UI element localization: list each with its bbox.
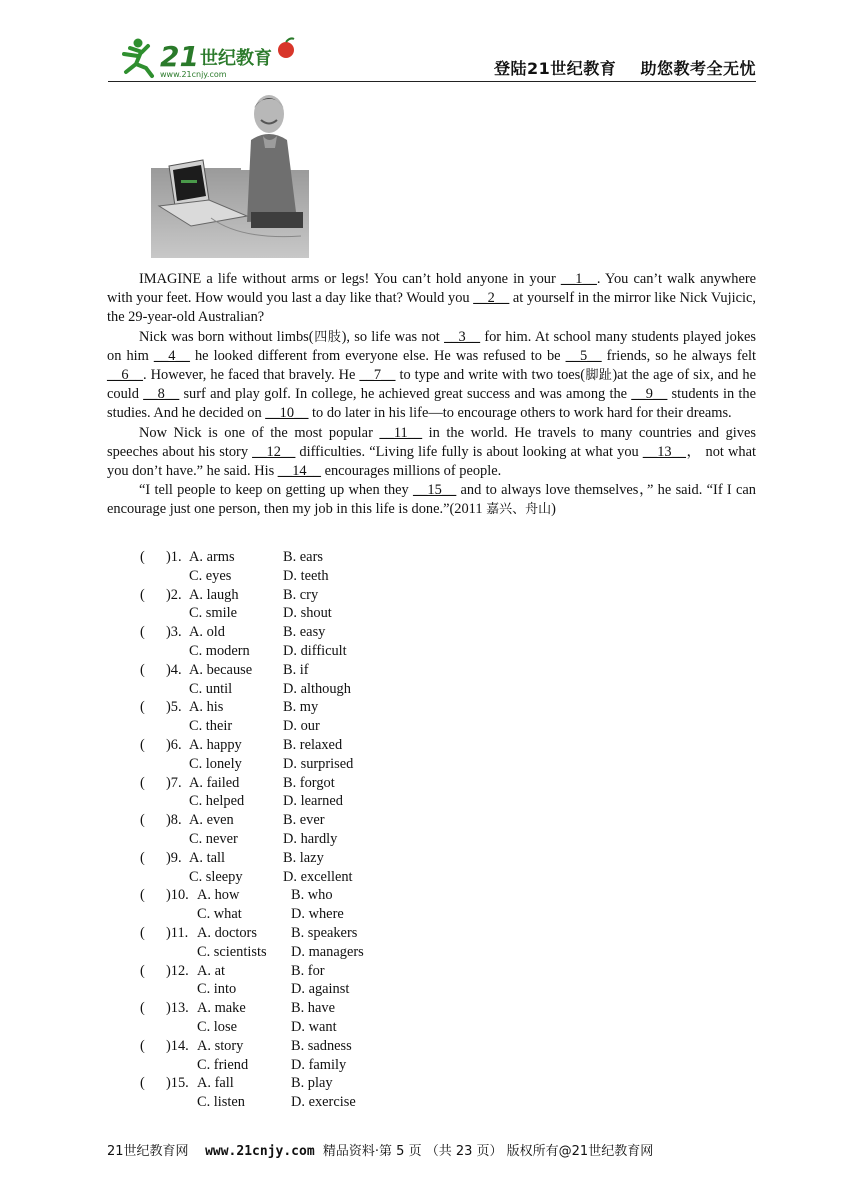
blank-4: __4__ xyxy=(153,347,190,364)
option-c[interactable]: C. into xyxy=(197,981,237,998)
page-footer xyxy=(107,1140,756,1159)
logo-url: www.21cnjy.com xyxy=(160,70,227,79)
question-number: )1. xyxy=(166,549,182,565)
question-number: )10. xyxy=(166,887,189,904)
nick-vujicic-photo xyxy=(151,90,309,258)
answer-paren-open: ( xyxy=(140,1037,145,1054)
source-region: 嘉兴、舟山 xyxy=(486,502,552,518)
option-c[interactable]: C. what xyxy=(197,906,242,923)
question-number: )9. xyxy=(166,849,182,866)
blank-12: __12__ xyxy=(252,443,296,460)
option-a[interactable]: A. tall xyxy=(189,849,225,866)
option-d[interactable]: D. exercise xyxy=(291,1094,356,1111)
option-c[interactable]: C. smile xyxy=(189,605,237,622)
option-b[interactable]: B. my xyxy=(283,699,319,716)
blank-9: __9__ xyxy=(631,386,668,403)
blank-6: __6__ xyxy=(107,367,143,384)
answer-paren-open: ( xyxy=(140,849,145,866)
option-a[interactable]: A. fall xyxy=(197,1075,234,1092)
question-number: )5. xyxy=(166,699,182,716)
option-a[interactable]: A. old xyxy=(189,624,225,641)
paragraph-3: Now Nick is one of the most popular __11__ in the world. He travels to many countries and gives speeches about his story __12__ difficulties. “Living life fully is about looking at what you __13__， not what you don’t have.” he said. His __14__ encourages millions of people. xyxy=(107,424,757,480)
option-c[interactable]: C. sleepy xyxy=(189,868,243,885)
answer-paren-open: ( xyxy=(140,1000,145,1017)
option-a[interactable]: A. make xyxy=(197,1000,246,1017)
option-b[interactable]: B. cry xyxy=(283,586,319,603)
option-b[interactable]: B. ears xyxy=(283,549,323,565)
page-header xyxy=(108,30,756,82)
option-b[interactable]: B. sadness xyxy=(291,1037,352,1054)
option-d[interactable]: D. difficult xyxy=(283,642,347,659)
option-d[interactable]: D. teeth xyxy=(283,567,329,584)
paragraph-2: Nick was born without limbs(四肢), so life was not __3__ for him. At school many students played jokes on him __4__ he looked different from everyone else. He was refused to be __5__ friends, so he always felt __6__. However, he faced that bravely. He __7__ to type and write with two toes(脚趾)at the age of six, and he could __8__ surf and play golf. In college, he achieved great success and was among the __9__ students in the studies. And he decided on __10__ to do later in his life—to encourage others to work hard for their dreams. xyxy=(107,328,756,422)
blank-1: __1__ xyxy=(560,271,597,287)
answer-paren-open: ( xyxy=(140,624,145,641)
blank-2: __2__ xyxy=(473,290,510,307)
option-d[interactable]: D. shout xyxy=(283,605,332,622)
option-a[interactable]: A. at xyxy=(197,962,225,979)
option-c[interactable]: C. eyes xyxy=(189,567,232,584)
answer-paren-open: ( xyxy=(140,924,145,941)
question-number: )12. xyxy=(166,962,189,979)
option-d[interactable]: D. against xyxy=(291,981,350,998)
option-a[interactable]: A. happy xyxy=(189,736,242,753)
option-c[interactable]: C. helped xyxy=(189,793,245,810)
question-number: )2. xyxy=(166,586,182,603)
option-c[interactable]: C. modern xyxy=(189,642,250,659)
gloss-toes: 脚趾 xyxy=(585,368,613,384)
question-number: )11. xyxy=(166,924,189,941)
apple-icon xyxy=(278,42,294,58)
option-d[interactable]: D. want xyxy=(291,1018,337,1035)
option-d[interactable]: D. managers xyxy=(291,943,364,960)
option-b[interactable]: B. ever xyxy=(283,812,325,829)
option-a[interactable]: A. doctors xyxy=(197,924,257,941)
option-a[interactable]: A. arms xyxy=(189,549,235,565)
footer-site: www.21cnjy.com xyxy=(205,1144,315,1159)
option-d[interactable]: D. family xyxy=(291,1056,347,1073)
blank-11: __11__ xyxy=(379,424,423,441)
option-a[interactable]: A. failed xyxy=(189,774,240,791)
question-number: )3. xyxy=(166,624,182,641)
footer-left: 21世纪教育网 xyxy=(107,1144,189,1159)
answer-paren-open: ( xyxy=(140,962,145,979)
footer-right: 精品资料·第 5 页 （共 23 页） 版权所有@21世纪教育网 xyxy=(322,1144,654,1159)
question-number: )13. xyxy=(166,1000,189,1017)
option-d[interactable]: D. learned xyxy=(283,793,343,810)
option-d[interactable]: D. our xyxy=(283,718,320,735)
blank-13: __13__ xyxy=(642,443,686,460)
option-d[interactable]: D. surprised xyxy=(283,755,354,772)
option-a[interactable]: A. even xyxy=(189,812,234,829)
paragraph-1: IMAGINE a life without arms or legs! You can’t hold anyone in your __1__. You can’t walk anywhere with your feet. How would you last a day like that? Would you __2__ at yourself in the mirror like Nick Vujicic, the 29-year-old Australian? xyxy=(107,271,757,326)
option-c[interactable]: C. until xyxy=(189,680,233,697)
option-b[interactable]: B. who xyxy=(291,887,333,904)
header-slogan: 登陆21世纪教育 助您教考全无忧 xyxy=(493,59,756,78)
blank-3: __3__ xyxy=(444,328,481,345)
question-number: )6. xyxy=(166,736,182,753)
option-a[interactable]: A. laugh xyxy=(189,586,239,603)
answer-paren-open: ( xyxy=(140,812,145,829)
blank-10: __10__ xyxy=(265,405,309,422)
site-logo xyxy=(108,34,308,80)
option-b[interactable]: B. have xyxy=(291,1000,335,1017)
blank-8: __8__ xyxy=(143,386,180,403)
option-d[interactable]: D. although xyxy=(283,680,351,697)
paragraph-4: “I tell people to keep on getting up when they __15__ and to always love themselves，” he said. “If I can encourage just one person, then my job in this life is done.”(2011 嘉兴、舟山) xyxy=(107,482,756,518)
blank-15: __15__ xyxy=(413,482,457,499)
option-d[interactable]: D. where xyxy=(291,906,344,923)
option-c[interactable]: C. friend xyxy=(197,1056,249,1073)
question-number: )14. xyxy=(166,1037,189,1054)
option-b[interactable]: B. lazy xyxy=(283,849,324,866)
answer-paren-open: ( xyxy=(140,586,145,603)
option-b[interactable]: B. for xyxy=(291,962,325,979)
option-a[interactable]: A. his xyxy=(189,699,224,716)
blank-7: __7__ xyxy=(359,367,396,384)
blank-14: __14__ xyxy=(277,463,321,480)
option-b[interactable]: B. easy xyxy=(283,624,326,641)
question-number: )4. xyxy=(166,661,182,678)
header-divider xyxy=(108,81,756,82)
option-c[interactable]: C. listen xyxy=(197,1094,245,1111)
reading-passage xyxy=(107,270,756,520)
runner-icon xyxy=(124,39,152,77)
gloss-limbs: 四肢 xyxy=(313,329,342,345)
question-number: )7. xyxy=(166,774,182,791)
option-b[interactable]: B. if xyxy=(283,661,309,678)
option-b[interactable]: B. relaxed xyxy=(283,736,343,753)
option-a[interactable]: A. because xyxy=(189,661,253,678)
answer-paren-open: ( xyxy=(140,549,145,565)
option-a[interactable]: A. how xyxy=(197,887,240,904)
option-b[interactable]: B. speakers xyxy=(291,924,358,941)
option-b[interactable]: B. forgot xyxy=(283,774,335,791)
answer-paren-open: ( xyxy=(140,661,145,678)
blank-5: __5__ xyxy=(565,347,602,364)
answer-paren-open: ( xyxy=(140,1075,145,1092)
option-b[interactable]: B. play xyxy=(291,1075,333,1092)
option-c[interactable]: C. never xyxy=(189,830,238,847)
answer-paren-open: ( xyxy=(140,774,145,791)
answer-paren-open: ( xyxy=(140,887,145,904)
option-c[interactable]: C. lonely xyxy=(189,755,242,772)
option-a[interactable]: A. story xyxy=(197,1037,244,1054)
question-number: )8. xyxy=(166,812,182,829)
logo-name: 世纪教育 xyxy=(200,48,272,69)
option-c[interactable]: C. scientists xyxy=(197,943,267,960)
option-d[interactable]: D. hardly xyxy=(283,830,338,847)
option-c[interactable]: C. their xyxy=(189,718,233,735)
answer-paren-open: ( xyxy=(140,699,145,716)
answer-paren-open: ( xyxy=(140,736,145,753)
logo-number: 21 xyxy=(160,40,199,73)
option-d[interactable]: D. excellent xyxy=(283,868,353,885)
option-c[interactable]: C. lose xyxy=(197,1018,237,1035)
question-number: )15. xyxy=(166,1075,189,1092)
